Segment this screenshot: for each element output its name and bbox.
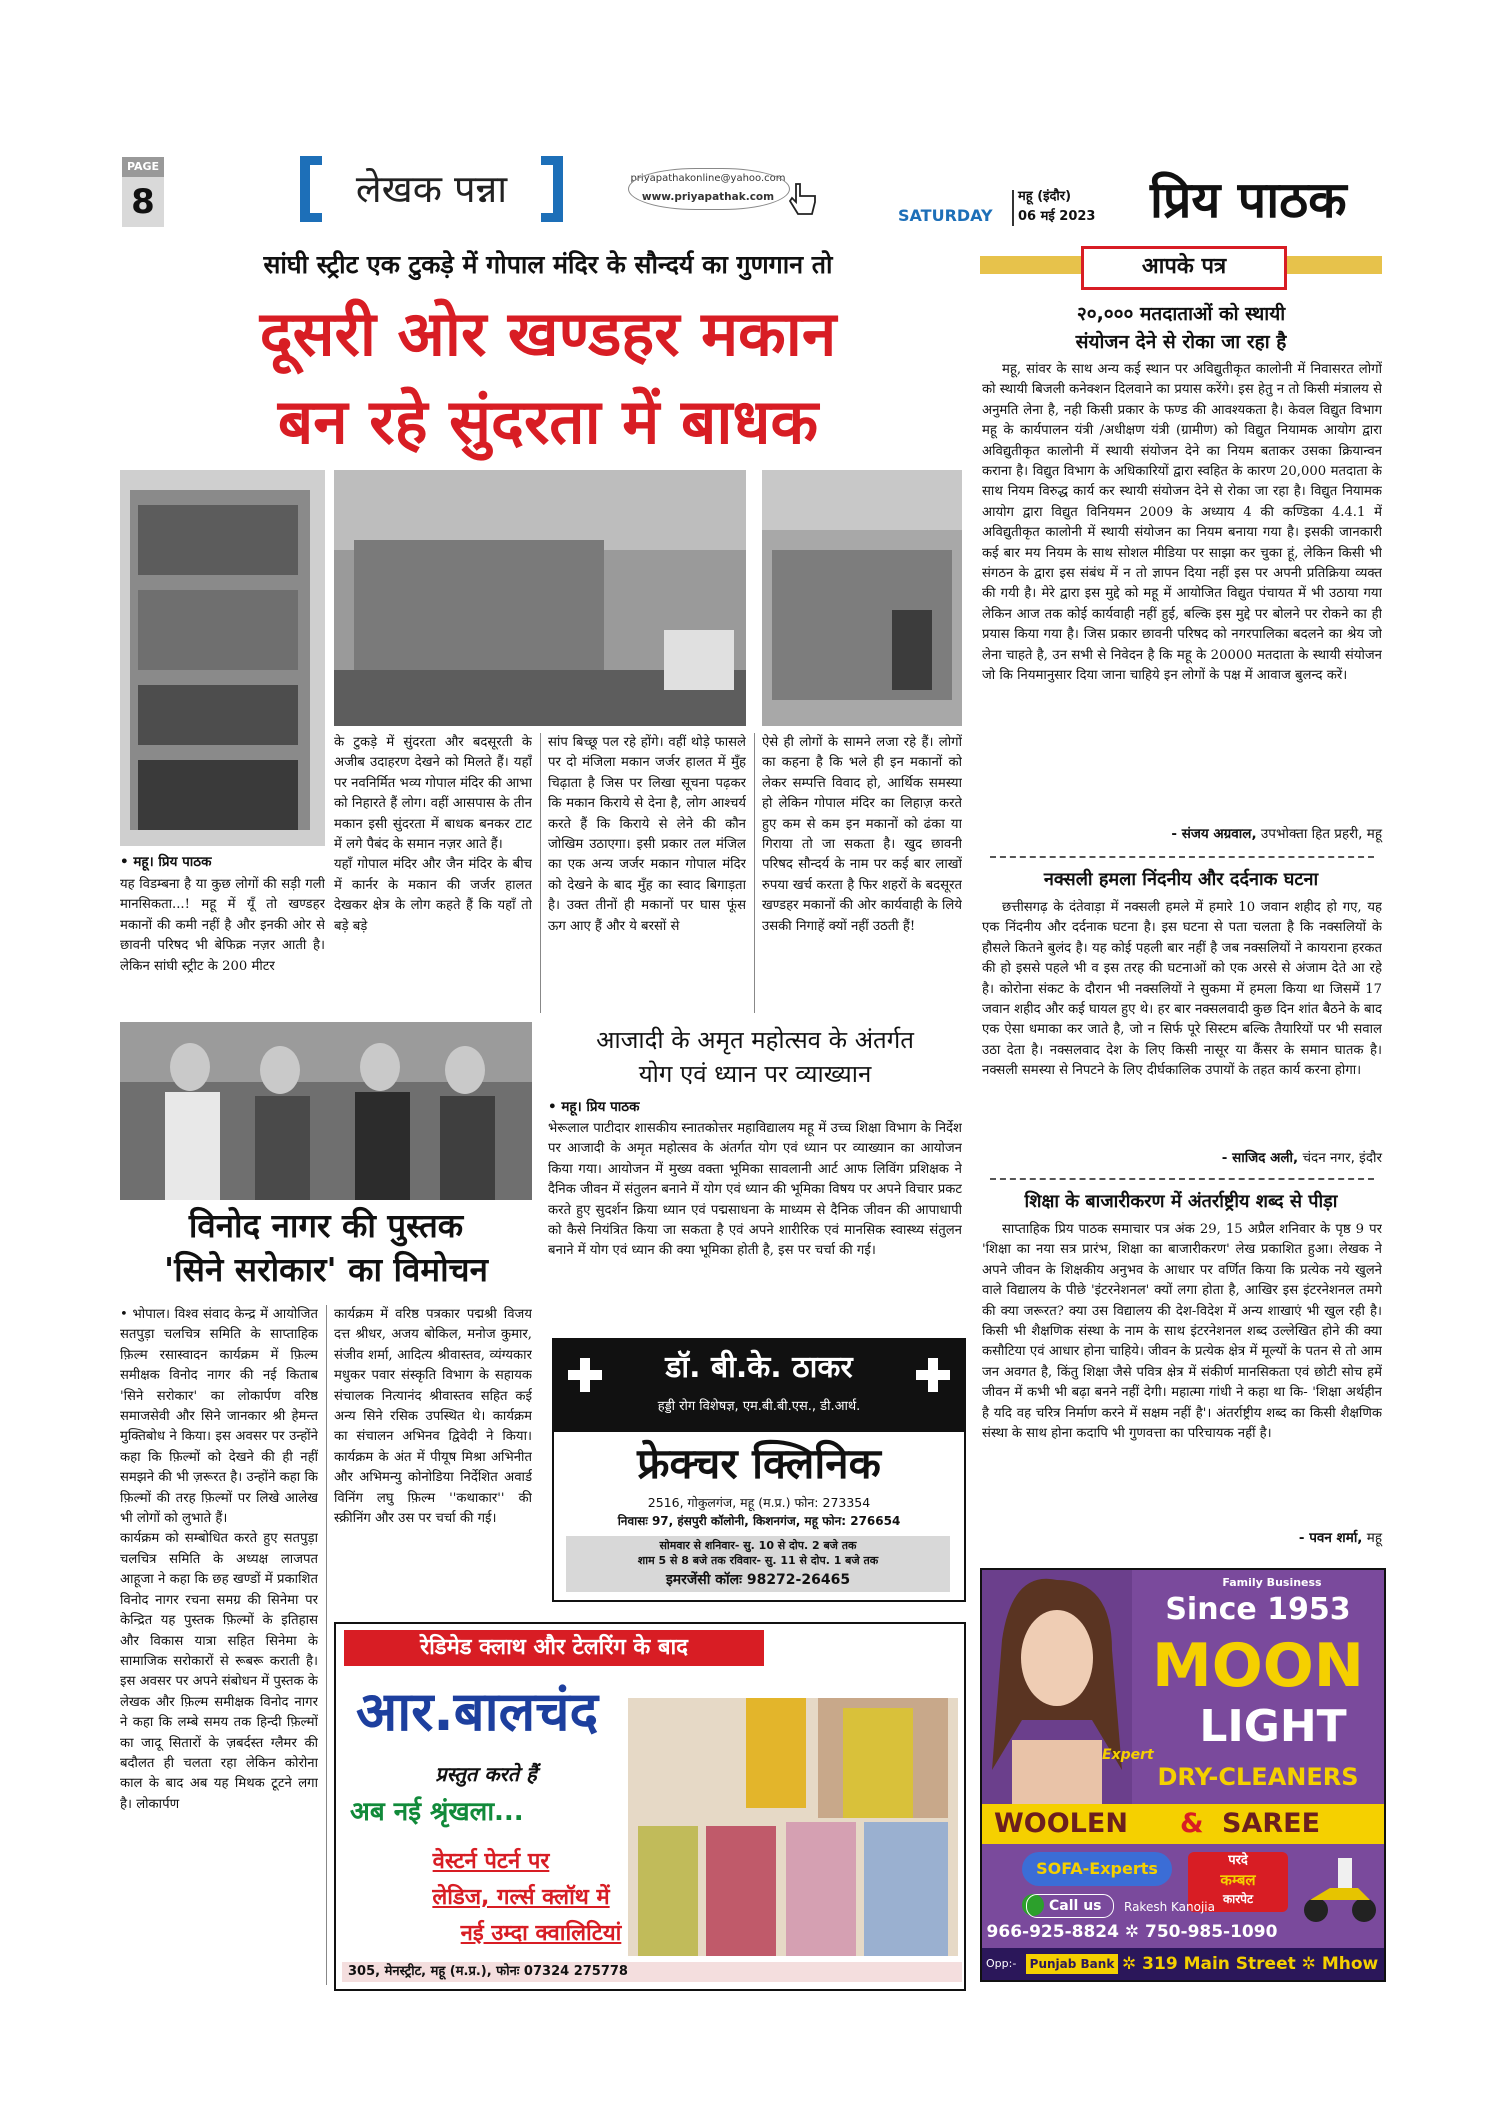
moon-address: ✲ 319 Main Street ✲ Mhow — [1122, 1954, 1379, 1974]
moon-woolen: WOOLEN — [994, 1808, 1128, 1839]
clinic-address: 2516, गोकुलगंज, महू (म.प्र.) फोन: 273354 — [647, 1495, 871, 1510]
letter-2-signature — [982, 1148, 1382, 1168]
web-contact — [628, 168, 818, 218]
letter-1-sign-name: - संजय अग्रवाल, — [1171, 826, 1257, 842]
place-label: महू (इंदौर) — [1018, 189, 1072, 204]
bracket-left-bottom — [300, 213, 322, 222]
hand-cursor-icon — [788, 182, 818, 218]
book-headline-2: 'सिने सरोकार' का विमोचन — [164, 1250, 488, 1289]
moon-carpet: कारपेट — [1222, 1892, 1254, 1906]
scooter-icon — [1300, 1848, 1380, 1924]
clinic-timing-2: शाम 5 से 8 बजे तक रविवार- सु. 11 से दोप. 1 बजे तक — [637, 1554, 879, 1567]
moon-title: MOON — [1152, 1631, 1364, 1701]
paper-name: प्रिय पाठक — [1150, 171, 1347, 229]
balchand-line-2: लेडिज, गर्ल्स क्लॉथ में — [432, 1885, 610, 1910]
lead-col-1: यह विडम्बना है या कुछ लोगों की सड़ी गली मानसिकता...! महू में यूँ तो खण्डहर मकानों की कमी नहीं है और इनकी ओर से छावनी परिषद भी बेफिक्र नज़र आती है। लेकिन सांघी स्ट्रीट के 200 मीटर — [120, 877, 325, 974]
photo-ruin-house — [762, 470, 962, 726]
column-rule — [540, 733, 541, 1013]
photo-ruin-wall — [334, 470, 746, 726]
section-title: लेखक पन्ना — [355, 167, 508, 211]
balchand-banner: रेडिमेड क्लाथ और टेलरिंग के बाद — [344, 1630, 764, 1666]
column-rule — [754, 733, 755, 1013]
ad-clinic — [552, 1338, 966, 1602]
moon-saree: SAREE — [1222, 1808, 1321, 1839]
clinic-timing-1: सोमवार से शनिवार- सु. 10 से दोप. 2 बजे तक — [659, 1539, 857, 1552]
lead-col-3: सांप बिच्छू पल रहे होंगे। वहीं थोड़े फासले पर दो मंजिला मकान जर्जर हालत में मुँह चिढ़ाता है जिस पर लिखा सूचना पढ़कर कि मकान किराये से देना है, लोग आश्चर्य करते हैं कि किराये से लेने की कौन जोखिम उठाएगा। इसी प्रकार तल मंजिल का एक अन्य जर्जर मकान गोपाल मंदिर को देखने के बाद मुँह का स्वाद बिगाड़ता है। उक्त तीनों ही मकानों पर घास फूंस ऊग आए हैं और ये बरसों से — [548, 735, 746, 934]
letter-2-sign-place: चंदन नगर, इंदौर — [1298, 1150, 1382, 1166]
letter-2-body: छत्तीसगढ़ के दंतेवाड़ा में नक्सली हमले में हमारे 10 जवान शहीद हो गए, यह एक निंदनीय और दर्दनाक घटना है। इस घटना से पता चलता है कि नक्सलियों के हौसले कितने बुलंद है। यह कोई पहली बार नहीं है जब नक्सलियों ने कायराना हरकत की हो इससे पहले भी व इस तरह की घटनाओं को एक अरसे से अंजाम देते आ रहे है। कोरोना संकट के दौरान भी नक्सलियों ने सुकमा में हमला किया था जिसमें 17 जवान शहीद और कई घायल हुए थे। हर बार नक्सलवादी कुछ दिन शांत बैठने के बाद एक ऐसा धमाका कर जाते है, जो न सिर्फ पूरे सिस्टम बल्कि तैयारियों पर भी सवाल उठा देता है। नक्सलवाद देश के लिए किसी नासूर या कैंसर के समान घातक है। नक्सली समस्या से निपटने के लिए दीर्घकालिक उपायों के तहत कार्य करना होगा। — [982, 900, 1382, 1079]
letter-2-sign-name: - साजिद अली, — [1221, 1150, 1299, 1166]
book-headline-1: विनोद नागर की पुस्तक — [188, 1206, 464, 1245]
medical-cross-icon — [580, 1358, 590, 1392]
date-rule — [1012, 190, 1014, 226]
letter-3-signature — [982, 1528, 1382, 1548]
page-number: 8 — [122, 177, 164, 227]
balchand-new-range: अब नई श्रृंखला... — [350, 1797, 524, 1827]
day-label: SATURDAY — [898, 206, 993, 225]
letter-1-title-1: २०,००० मतदाताओं को स्थायी — [1076, 303, 1286, 325]
lead-headline-1: दूसरी ओर खण्डहर मकान — [259, 297, 837, 370]
yoga-headline-1: आजादी के अमृत महोत्सव के अंतर्गत — [596, 1026, 914, 1054]
medical-cross-icon — [928, 1358, 938, 1392]
ad-balchand — [334, 1622, 966, 1991]
letter-divider — [990, 1178, 1374, 1180]
web-oval — [628, 168, 790, 210]
letter-3-sign-place: महू — [1362, 1530, 1382, 1546]
yoga-headline-2: योग एवं ध्यान पर व्याख्यान — [638, 1060, 872, 1088]
moon-amp: & — [1180, 1808, 1204, 1839]
clinic-name: फ्रेक्चर क्लिनिक — [637, 1439, 881, 1488]
website-text: www.priyapathak.com — [641, 191, 775, 203]
book-col-1: • भोपाल। विश्व संवाद केन्द्र में आयोजित सतपुड़ा चलचित्र समिति के साप्ताहिक फ़िल्म रसास्वादन कार्यक्रम में फ़िल्म समीक्षक विनोद नागर की नई किताब 'सिने सरोकार' का लोकार्पण वरिष्ठ समाजसेवी और सिने जानकार श्री हेमन्त मुक्तिबोध ने किया। इस अवसर पर उन्होंने कहा कि फ़िल्मों को देखने की ही नहीं समझने की भी ज़रूरत है। उन्होंने कहा कि फ़िल्मों की तरह फ़िल्मों पर लिखे आलेख भी लोगों को लुभाते हैं। कार्यक्रम को सम्बोधित करते हुए सतपुड़ा चलचित्र समिति के अध्यक्ष लाजपत आहूजा ने कहा कि छह खण्डों में प्रकाशित विनोद नागर रचना समग्र की सिनेमा पर केन्द्रित यह पुस्तक फ़िल्मों के इतिहास और विकास यात्रा सहित सिनेमा के सामाजिक सरोकारों से रूबरू कराती है। इस अवसर पर अपने संबोधन में पुस्तक के लेखक और फ़िल्म समीक्षक विनोद नागर ने कहा कि लम्बे समय तक हिन्दी फ़िल्मों का जादू सितारों के ज़बर्दस्त ग्लैमर की बदौलत ही चलता रहा लेकिन कोरोना काल के बाद अब यह मिथक टूटने लगा है। लोकार्पण — [120, 1307, 318, 1812]
clinic-emergency: इमरजेंसी कॉलः 98272-26465 — [665, 1572, 851, 1588]
moon-light: LIGHT — [1199, 1701, 1347, 1752]
moon-kambal: कम्बल — [1220, 1871, 1256, 1889]
moon-dry: DRY-CLEANERS — [1157, 1763, 1359, 1791]
page-badge — [122, 157, 164, 229]
moon-family: Family Business — [1222, 1576, 1322, 1589]
letter-2-title: नक्सली हमला निंदनीय और दर्दनाक घटना — [1043, 869, 1319, 890]
letter-divider — [990, 856, 1374, 858]
letter-1-body: महू, सांवर के साथ अन्य कई स्थान पर अविद्युतीकृत कालोनी में निवासरत लोगों को स्थायी बिजली कनेक्शन दिलवाने का प्रयास करेंगे। इस हेतु न तो किसी मंत्रालय से अनुमति लेना है, नही किसी प्रकार के फण्ड की आवश्यकता है। केवल विद्युत विभाग महू के कार्यपालन यंत्री /अधीक्षण यंत्री (ग्रामीण) को विद्युत नियामक आयोग द्वारा अविद्युतीकृत कालोनी में स्थायी संयोजन देने का नियम बताकर उसका क्रियान्वन कराना है। विद्युत विभाग के अधिकारियों द्वारा स्वहित के कारण 20,000 मतदाता के साथ नियम विरुद्ध कार्य कर स्थायी संयोजन देने से रोका जा रहा है। विद्युत नियामक आयोग द्वारा विद्युत विनियमन 2009 के अध्याय 4 की कण्डिका 4.4.1 में अविद्युतीकृत कालोनी में स्थायी संयोजन का नियम बनाया गया है। इसकी जानकारी कई बार मय नियम के साथ सोशल मीडिया पर साझा कर चुका हूं, लेकिन किसी भी संगठन के द्वारा इस संबंध में न तो ज्ञापन दिया नहीं इस पर अपनी प्रतिक्रिया व्यक्त की गयी है। मेरे द्वारा इस मुद्दे को महू में आयोजित विद्युत पंचायत में भी उठाया गया लेकिन आज तक कोई कार्यवाही नहीं हुई, बल्कि इस मुद्दे पर बोलने पर रोकने का ही प्रयास किया गया है। जिस प्रकार छावनी परिषद को नगरपालिका बदलने का श्रेय जो लेना चाहते है, उन सभी से निवेदन है कि महू के 20000 मतदाता के स्थायी संयोजन जो कि नियमानुसार दिया जाना चाहिये इन लोगों के पक्ष में आवाज बुलन्द करें। — [982, 362, 1382, 684]
moon-person: Rakesh Kanojia — [1124, 1900, 1215, 1914]
balchand-line-1: वेस्टर्न पेटर्न पर — [432, 1849, 550, 1874]
balchand-address: 305, मेनस्ट्रीट, महू (म.प्र.), फोनः 07324 275778 — [342, 1962, 962, 1982]
moon-bank: Punjab Bank — [1026, 1954, 1118, 1974]
moon-parde: परदे — [1228, 1853, 1248, 1868]
doctor-qualification: हड्डी रोग विशेषज्ञ, एम.बी.बी.एस., डी.आर्थ. — [657, 1399, 861, 1414]
column-rule — [326, 1305, 327, 1985]
letter-1-signature — [982, 824, 1382, 844]
moon-phones: 966-925-8824 ✲ 750-985-1090 — [986, 1922, 1278, 1942]
letter-3-sign-name: - पवन शर्मा, — [1298, 1530, 1363, 1546]
yoga-byline: • महू। प्रिय पाठक — [548, 1099, 640, 1115]
moon-since: Since 1953 — [1165, 1592, 1351, 1627]
page-label: PAGE — [122, 157, 164, 177]
letter-1-sign-place: उपभोक्ता हित प्रहरी, महू — [1256, 826, 1382, 842]
balchand-name: आर.बालचंद — [356, 1680, 599, 1743]
letters-title: आपके पत्र — [1081, 246, 1287, 290]
letter-1-title-2: संयोजन देने से रोका जा रहा है — [1075, 331, 1287, 353]
letter-3-title: शिक्षा के बाजारीकरण में अंतर्राष्ट्रीय शब्द से पीड़ा — [1024, 1191, 1338, 1212]
letter-3-body: साप्ताहिक प्रिय पाठक समाचार पत्र अंक 29, 15 अप्रैल शनिवार के पृष्ठ 9 पर 'शिक्षा का नया सत्र प्रारंभ, शिक्षा का बाजारीकरण' लेख प्रकाशित हुआ। लेखक ने अपने जीवन के शिक्षकीय अनुभव के आधार पर वर्णित किया कि प्रत्येक नये खुलने वाले विद्यालय के पीछे 'इंटरनेशनल' क्यों लगा होता है, आखिर इस इंटरनेशनल तमगे की क्या जरूरत? क्या उस विद्यालय की देश-विदेश में अन्य शाखाएं भी खुल रही है। किसी भी शैक्षणिक संस्था के नाम के साथ इंटरनेशनल शब्द उल्लेखित होने की क्या कसौटिया एवं आधार होना चाहिये। जीवन के प्रत्येक क्षेत्र में मूल्यों के पतन से तो आम जन अवगत है, किंतु शिक्षा जैसे पवित्र क्षेत्र में संकीर्ण मानसिकता एवं छोटी सोच हमें जीवन में कभी भी बढ़ा बनने नहीं देगी। महात्मा गांधी ने कहा था कि- 'शिक्षा अर्थहीन है यदि वह चरित्र निर्माण करने में सक्षम नहीं है'। अंतर्राष्ट्रीय शब्द का किसी शैक्षणिक संस्था के साथ होना कदापि भी गुणवत्ता का परिचायक नहीं है। — [982, 1222, 1382, 1442]
doctor-name: डॉ. बी.के. ठाकर — [665, 1350, 853, 1385]
lead-kicker: सांघी स्ट्रीट एक टुकड़े में गोपाल मंदिर के सौन्दर्य का गुणगान तो — [263, 250, 833, 279]
moon-call-us: Call us — [1026, 1894, 1114, 1918]
letters-header — [980, 246, 1382, 286]
balchand-line-3: नई उम्दा क्वालिटियां — [460, 1921, 622, 1946]
clinic-residence: निवासः 97, हंसपुरी कॉलोनी, किशनगंज, महू फोन: 276654 — [617, 1514, 901, 1528]
book-col-2: कार्यक्रम में वरिष्ठ पत्रकार पद्मश्री विजय दत्त श्रीधर, अजय बोकिल, मनोज कुमार, संजीव शर्मा, आदित्य श्रीवास्तव, व्यंग्यकार मधुकर पवार संस्कृति विभाग के सहायक संचालक नित्यानंद श्रीवास्तव सहित कई अन्य सिने रसिक उपस्थित थे। कार्यक्रम का संचालन अभिनव द्विवेदी ने किया। कार्यक्रम के अंत में पीयूष मिश्रा अभिनीत और अभिमन्यु कोनोडिया निर्देशित अवार्ड विनिंग लघु फ़िल्म ''कथाकार'' की स्क्रीनिंग और उस पर चर्चा की गई। — [334, 1307, 532, 1527]
lead-byline: • महू। प्रिय पाठक — [120, 854, 212, 870]
bracket-right-bottom — [541, 213, 563, 222]
bracket-right-top — [541, 156, 563, 165]
email-text: priyapathakonline@yahoo.com — [630, 173, 786, 184]
model-photo — [982, 1570, 1132, 1830]
moon-sofa: SOFA-Experts — [1022, 1852, 1172, 1886]
photo-clothes — [628, 1698, 958, 1956]
date-label: 06 मई 2023 — [1018, 209, 1096, 224]
ad-moonlight — [980, 1568, 1386, 1982]
lead-col-4: ऐसे ही लोगों के सामने लजा रहे हैं। लोगों का कहना है कि भले ही इन मकानों को लेकर सम्पत्ति विवाद हो, आर्थिक समस्या हो लेकिन गोपाल मंदिर का लिहाज़ करते हुए कम से कम इन मकानों को ढंका या गिराया तो जा सकता है। खुद छावनी परिषद सौन्दर्य के नाम पर कई बार लाखों रुपया खर्च करता है फिर शहरों के बदसूरत खण्डहर मकानों की ओर कार्यवाही के लिये उसकी निगाहें क्यों नहीं उठती हैं! — [762, 735, 962, 934]
lead-col-2: के टुकड़े में सुंदरता और बदसूरती के अजीब उदाहरण देखने को मिलते हैं। यहाँ पर नवनिर्मित भव्य गोपाल मंदिर की आभा को निहारते हैं लोग। वहीं आसपास के तीन मकान इसी सुंदरता में बाधक बनकर टाट में लगे पैबंद के समान नज़र आते हैं। यहाँ गोपाल मंदिर और जैन मंदिर के बीच में कार्नर के मकान की जर्जर हालत देखकर क्षेत्र के लोग कहते हैं कि यहाँ तो बड़े बड़े — [334, 735, 532, 934]
photo-book-launch — [120, 1022, 532, 1200]
yoga-body: भेरूलाल पाटीदार शासकीय स्नातकोत्तर महाविद्यालय महू में उच्च शिक्षा विभाग के निर्देश पर आजादी के अमृत महोत्सव के अंतर्गत योग एवं ध्यान पर व्याख्यान का आयोजन किया गया। आयोजन में मुख्य वक्ता भूमिका सावलानी आर्ट आफ लिविंग प्रशिक्षक ने दैनिक जीवन में संतुलन बनाने में योग एवं ध्यान की भूमिका विषय पर अपने विचार प्रकट करते हुए सुदर्शन क्रिया ध्यान एवं पद्मसाधना के माध्यम से दैनिक जीवन की आपाधापी को कैसे नियंत्रित किया जा सकता है एवं अपने शारीरिक एवं मानसिक स्वास्थ्य संतुलन बनाने में योग एवं ध्यान की क्या भूमिका होती है, इस पर चर्चा की गई। — [548, 1121, 962, 1259]
lead-headline-2: बन रहे सुंदरता में बाधक — [277, 385, 819, 458]
moon-opp: Opp:- — [986, 1957, 1017, 1970]
photo-old-house — [120, 470, 325, 846]
moon-expert: Expert — [1102, 1747, 1154, 1763]
section-header — [300, 156, 565, 224]
balchand-presents: प्रस्तुत करते हैं — [435, 1762, 537, 1786]
